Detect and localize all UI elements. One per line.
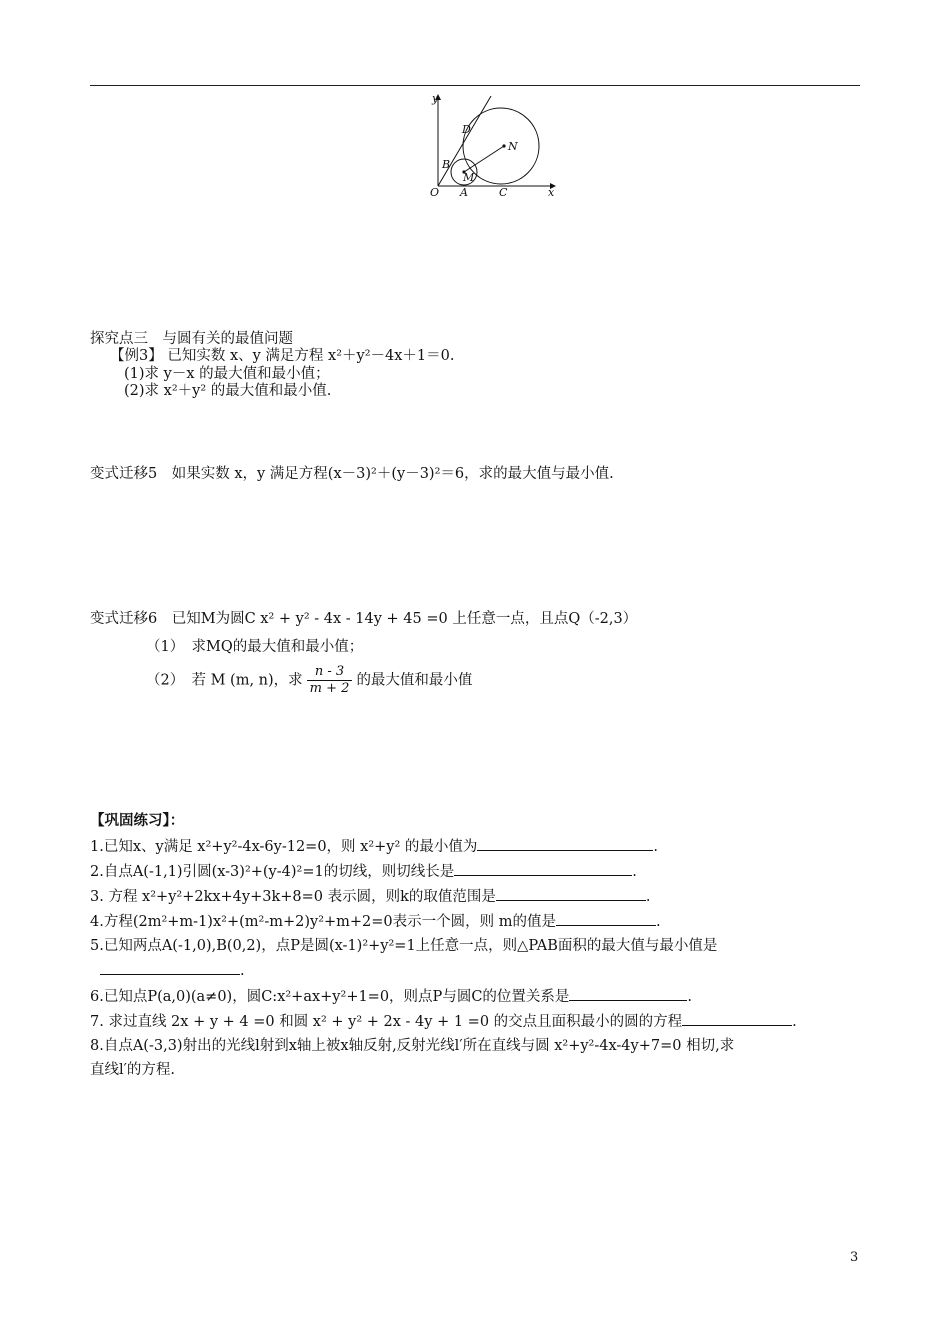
- period: .: [792, 1014, 797, 1030]
- fig-label-d: D: [462, 123, 471, 136]
- answer-blank-4[interactable]: [556, 911, 656, 926]
- period: .: [240, 963, 245, 979]
- answer-blank-1[interactable]: [477, 836, 653, 851]
- header-rule: [90, 85, 860, 86]
- variant6-title: 变式迁移6 已知M为圆C x² + y² - 4x - 14y + 45 =0 上任意一点，且点Q（-2,3）: [90, 611, 638, 627]
- practice-item-1-text: 1.已知x、y满足 x²+y²-4x-6y-12=0，则 x²+y² 的最小值为: [90, 839, 478, 855]
- practice-item-5-answer: [100, 960, 245, 981]
- practice-item-4-text: 4.方程(2m²+m-1)x²+(m²-m+2)y²+m+2=0表示一个圆，则 m的值是: [90, 914, 557, 930]
- answer-blank-7[interactable]: [682, 1011, 792, 1026]
- practice-item-7: [90, 1011, 797, 1032]
- answer-blank-6[interactable]: [569, 986, 687, 1001]
- example3-q1: (1)求 y－x 的最大值和最小值；: [124, 366, 330, 382]
- practice-item-8: 8.自点A(-3,3)射出的光线l射到x轴上被x轴反射,反射光线l′所在直线与圆 x²+y²-4x-4y+7=0 相切,求: [90, 1038, 735, 1054]
- fraction-numerator: n - 3: [307, 664, 353, 681]
- variant6-q2: [146, 664, 472, 697]
- period: .: [632, 864, 637, 880]
- practice-item-3-text: 3. 方程 x²+y²+2kx+4y+3k+8=0 表示圆，则k的取值范围是: [90, 889, 496, 905]
- example3-q2: (2)求 x²＋y² 的最大值和最小值.: [124, 383, 332, 399]
- practice-item-5: 5.已知两点A(-1,0),B(0,2)，点P是圆(x-1)²+y²=1上任意一点，则△PAB面积的最大值与最小值是: [90, 938, 718, 954]
- variant6-q2-suffix: 的最大值和最小值: [356, 672, 473, 689]
- section3-title: 探究点三 与圆有关的最值问题: [90, 331, 293, 347]
- example3-statement: 【例3】 已知实数 x、y 满足方程 x²＋y²－4x＋1＝0.: [110, 348, 455, 364]
- variant6-q1: （1） 求MQ的最大值和最小值；: [146, 639, 364, 655]
- practice-item-3: [90, 886, 651, 907]
- practice-item-8-cont: 直线l′的方程.: [90, 1062, 176, 1078]
- fraction-denominator: m + 2: [309, 681, 350, 696]
- fig-label-n: N: [508, 140, 518, 153]
- period: .: [653, 839, 659, 855]
- period: .: [645, 889, 651, 905]
- practice-item-1: [90, 836, 658, 857]
- page-number: 3: [850, 1250, 859, 1265]
- practice-item-4: [90, 911, 661, 932]
- period: .: [656, 914, 661, 930]
- fig-label-y: y: [432, 92, 439, 105]
- fig-label-o: O: [430, 186, 440, 198]
- practice-item-6-text: 6.已知点P(a,0)(a≠0)，圆C:x²+ax+y²+1=0，则点P与圆C的位置关系是: [90, 989, 570, 1005]
- answer-blank-2[interactable]: [454, 861, 632, 876]
- answer-blank-5[interactable]: [100, 960, 240, 975]
- fig-label-x: x: [548, 186, 555, 198]
- fig-label-c: C: [499, 186, 508, 198]
- circle-tangent-figure: [418, 88, 558, 198]
- practice-item-2-text: 2.自点A(-1,1)引圆(x-3)²+(y-4)²=1的切线，则切线长是: [90, 864, 455, 880]
- fig-label-b: B: [442, 158, 451, 171]
- variant6-q2-prefix: （2） 若 M (m, n)，求: [146, 672, 303, 689]
- fraction: [307, 664, 353, 697]
- practice-item-6: [90, 986, 692, 1007]
- practice-item-7-text: 7. 求过直线 2x + y + 4 =0 和圆 x² + y² + 2x - 4y + 1 =0 的交点且面积最小的圆的方程: [90, 1014, 683, 1030]
- period: .: [687, 989, 693, 1005]
- fig-label-a: A: [460, 186, 468, 198]
- fig-label-m: M: [463, 171, 475, 184]
- answer-blank-3[interactable]: [496, 886, 646, 901]
- practice-item-2: [90, 861, 637, 882]
- practice-heading: 【巩固练习】：: [90, 812, 185, 829]
- variant5-text: 变式迁移5 如果实数 x，y 满足方程(x－3)²＋(y－3)²＝6，求的最大值与最小值.: [90, 466, 614, 482]
